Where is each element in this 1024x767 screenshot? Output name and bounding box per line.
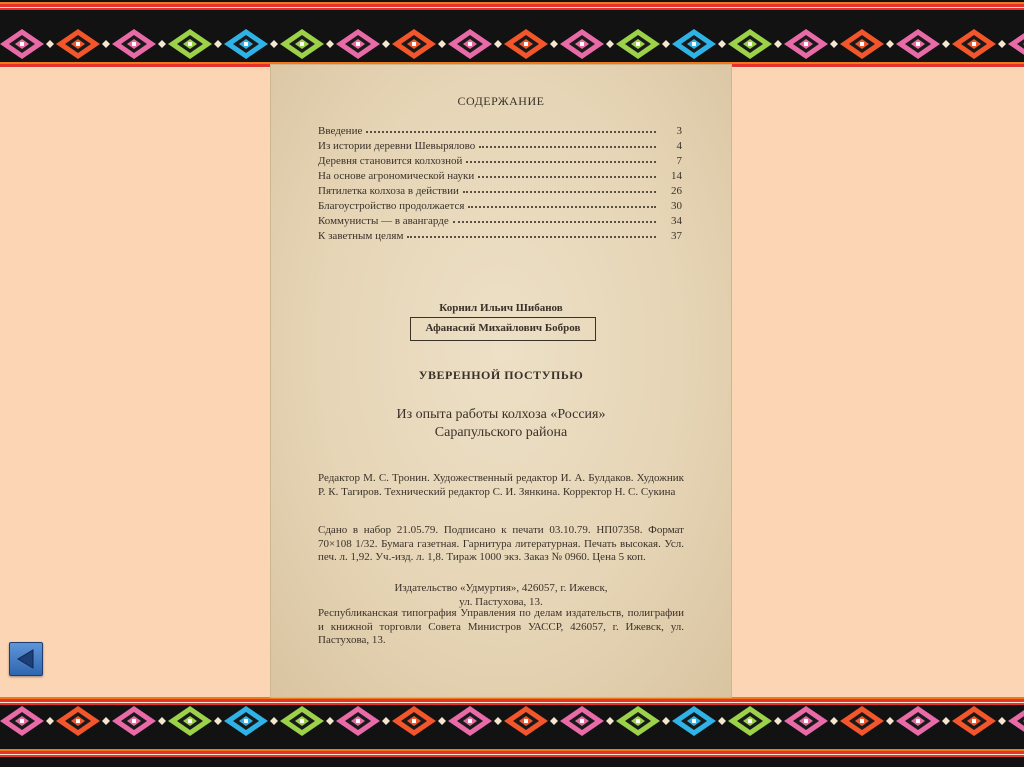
toc-entry-page: 14 [671, 170, 682, 182]
toc-entry-label: Благоустройство продолжается [318, 200, 465, 212]
toc-entry-page: 7 [676, 155, 682, 167]
book-subtitle-line: Из опыта работы колхоза «Россия» [396, 407, 606, 422]
toc-entry [318, 152, 682, 167]
imprint-typography: Республиканская типография Управления по делам издательств, полиграфии и книжной торговли Совета Министров УАССР, 426057, г. Ижевск, ул. Пастухова, 13. [318, 607, 684, 646]
toc-entry-page: 37 [671, 230, 682, 242]
bottom-ornament-border [0, 697, 1024, 767]
toc-entry [318, 167, 682, 182]
book-subtitle [270, 406, 732, 442]
triangle-left-icon [10, 643, 42, 675]
top-ornament-border [0, 0, 1024, 68]
toc-entry-page: 26 [671, 185, 682, 197]
toc-title: СОДЕРЖАНИЕ [457, 94, 545, 108]
author-name-boxed: Афанасий Михайлович Бобров [425, 322, 581, 334]
toc-entry-page: 4 [676, 140, 682, 152]
toc-entry-label: На основе агрономической науки [318, 170, 475, 182]
toc-leader-dots [478, 176, 656, 178]
book-subtitle-line: Сарапульского района [434, 425, 568, 440]
bottom-ornament-pattern [0, 697, 1024, 767]
author-name: Корнил Ильич Шибанов [439, 302, 563, 314]
toc-entry-page: 34 [671, 215, 682, 227]
toc-entry [318, 227, 682, 242]
toc-entry-label: К заветным целям [318, 230, 404, 242]
book-title: УВЕРЕННОЙ ПОСТУПЬЮ [418, 368, 584, 382]
toc-leader-dots [453, 221, 656, 223]
top-ornament-pattern [0, 0, 1024, 68]
toc-leader-dots [468, 206, 656, 208]
toc-list [318, 122, 682, 242]
toc-entry-page: 3 [676, 125, 682, 137]
toc-entry-label: Пятилетка колхоза в действии [318, 185, 459, 197]
toc-leader-dots [366, 131, 656, 133]
back-button[interactable] [9, 642, 43, 676]
imprint-printing-details: Сдано в набор 21.05.79. Подписано к печати 03.10.79. НП07358. Формат 70×108 1/32. Бумага газетная. Гарнитура литературная. Печать высокая. Усл. печ. л. 1,92. Уч.-изд. л. 1,8. Тираж 1000 экз. Заказ № 0960. Цена 5 коп. [318, 524, 684, 563]
publisher-line: Издательство «Удмуртия», 426057, г. Ижевск, [394, 582, 608, 594]
toc-leader-dots [466, 161, 656, 163]
imprint-editors: Редактор М. С. Тронин. Художественный редактор И. А. Булдаков. Художник Р. К. Тагиров. Технический редактор С. И. Зянкина. Корректор Н. С. Сукина [318, 472, 684, 498]
toc-entry [318, 197, 682, 212]
toc-entry [318, 137, 682, 152]
toc-entry-page: 30 [671, 200, 682, 212]
toc-leader-dots [479, 146, 656, 148]
imprint-publisher [270, 582, 732, 609]
toc-entry-label: Введение [318, 125, 363, 137]
toc-entry [318, 212, 682, 227]
author-name-frame [410, 317, 596, 341]
toc-entry [318, 122, 682, 137]
toc-leader-dots [463, 191, 656, 193]
toc-entry-label: Из истории деревни Шевырялово [318, 140, 476, 152]
toc-leader-dots [407, 236, 656, 238]
publisher-line: ул. Пастухова, 13. [459, 595, 543, 608]
scanned-book-page [270, 64, 732, 698]
toc-entry-label: Коммунисты — в авангарде [318, 215, 449, 227]
toc-entry [318, 182, 682, 197]
toc-entry-label: Деревня становится колхозной [318, 155, 463, 167]
